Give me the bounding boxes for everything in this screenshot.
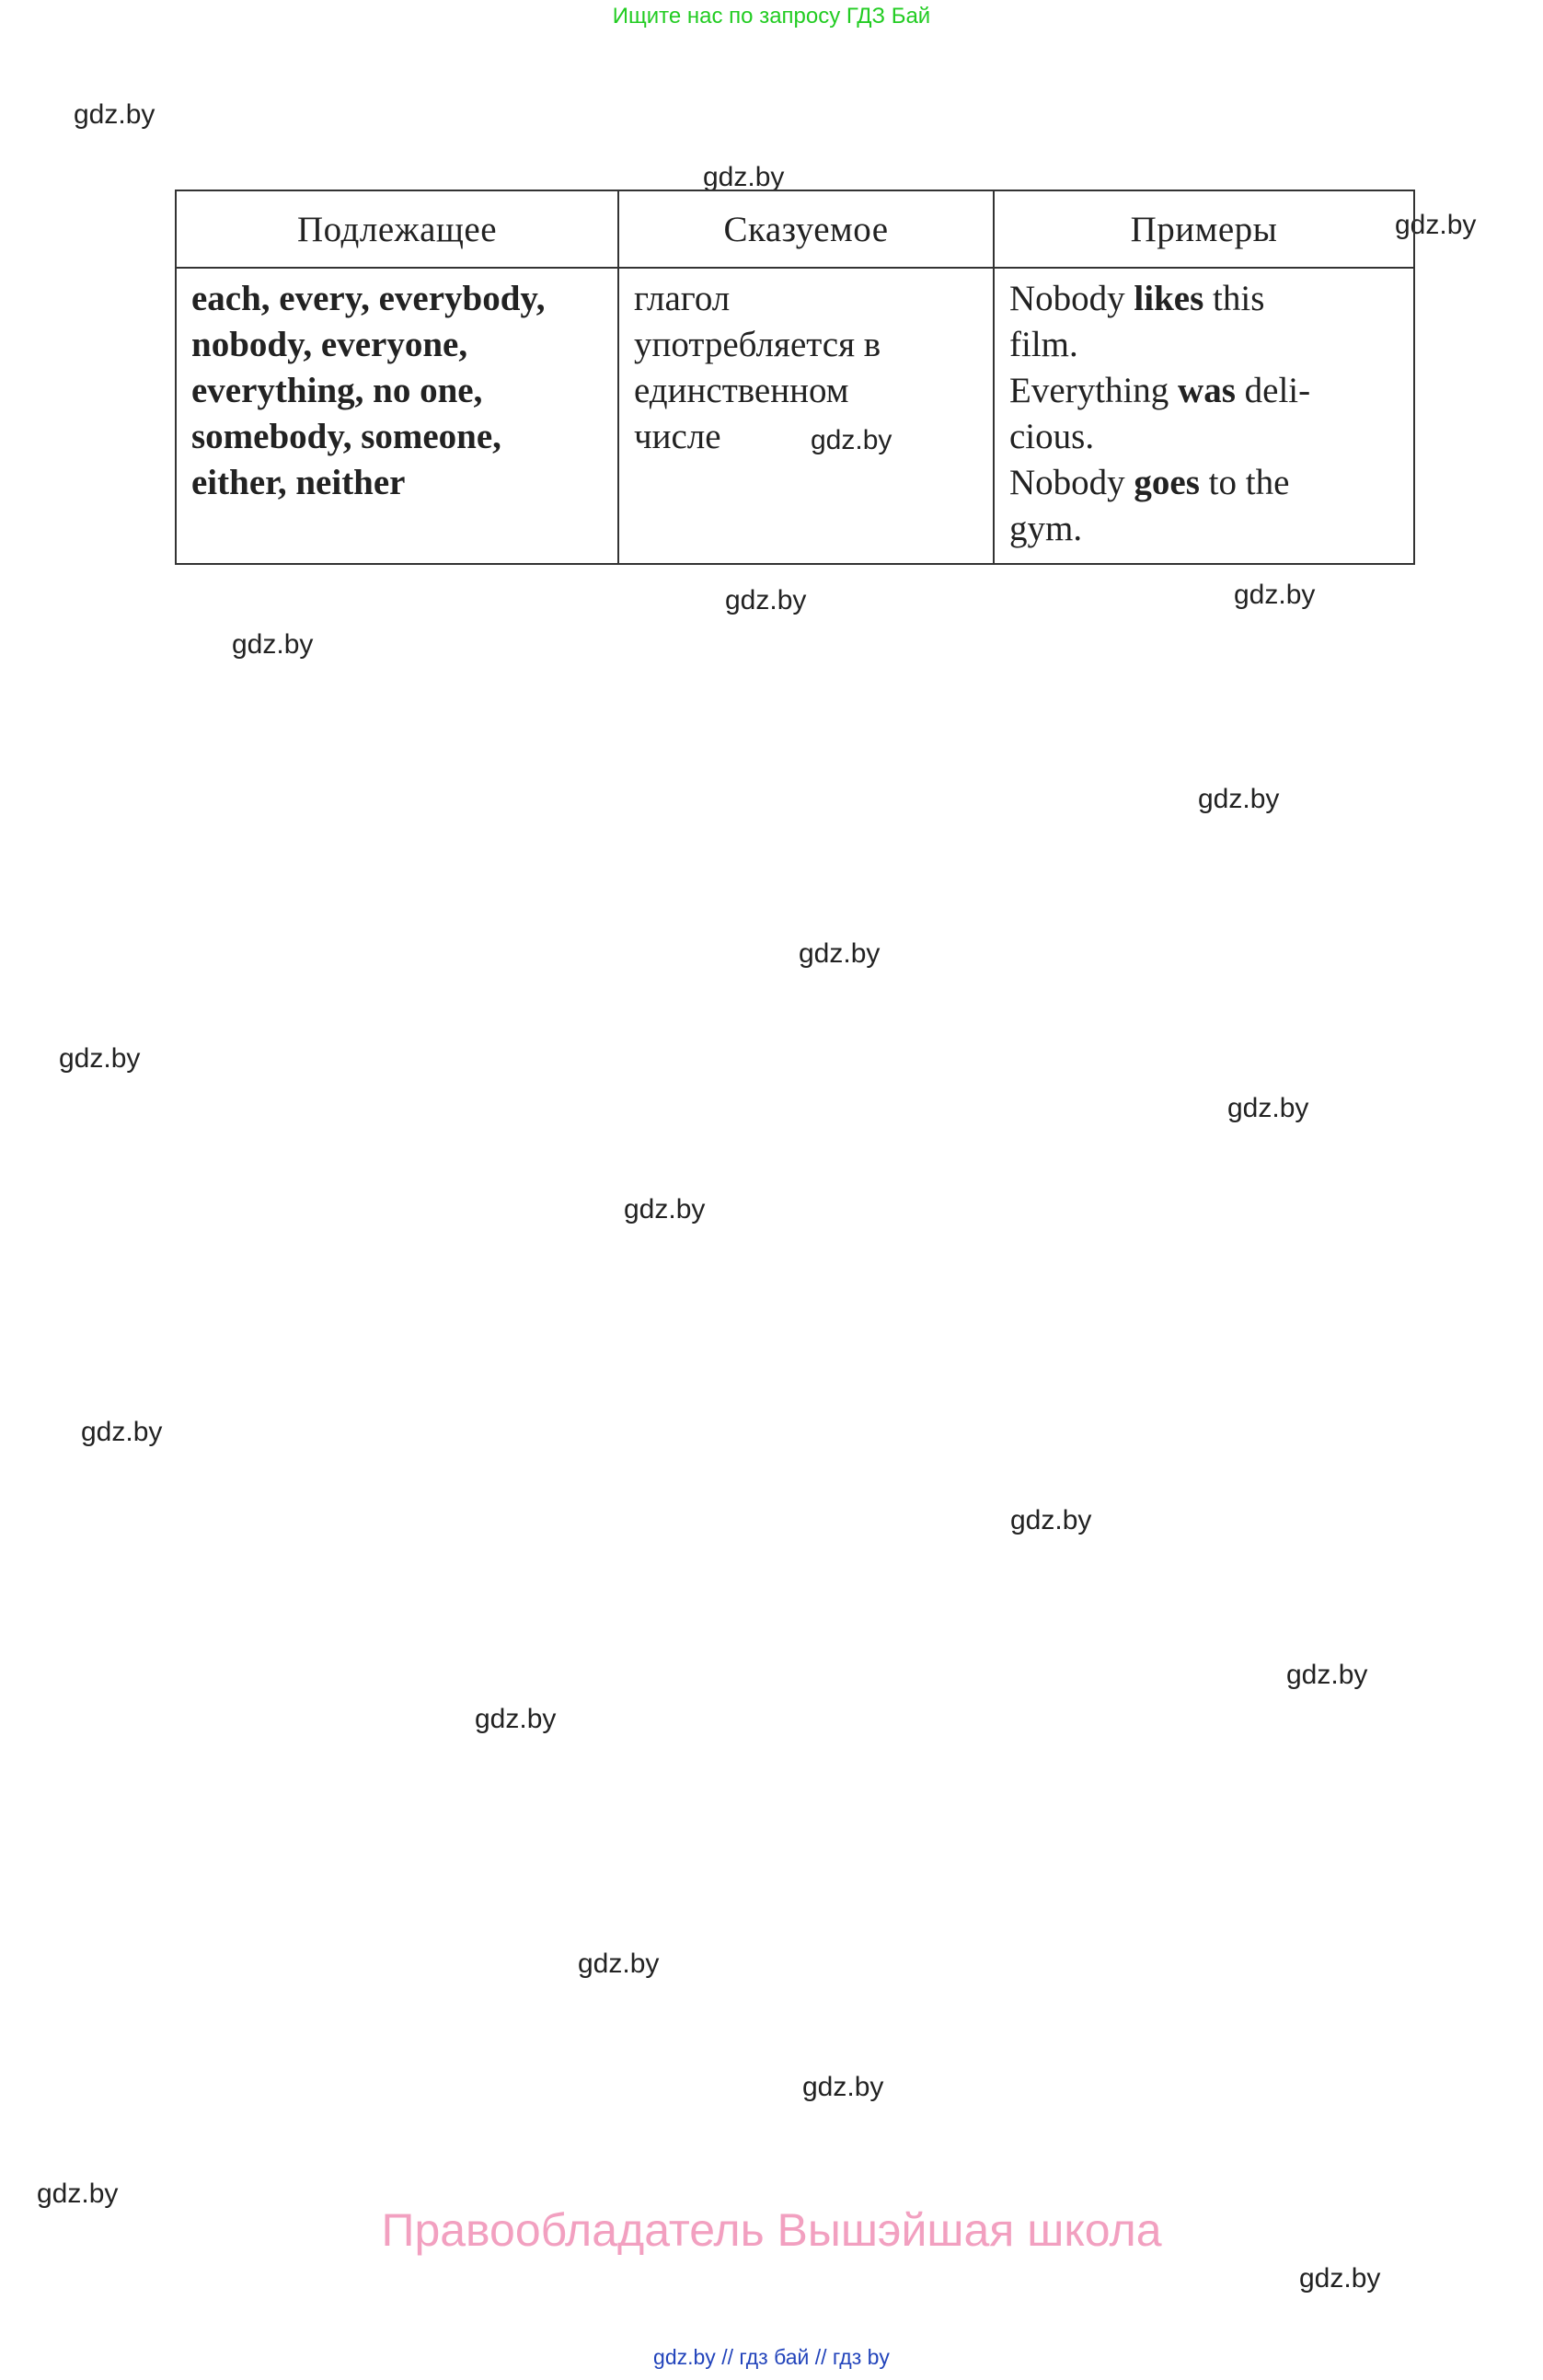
example-line xyxy=(1009,414,1399,460)
example-text: gym. xyxy=(1009,509,1083,548)
watermark: gdz.by xyxy=(37,2179,119,2209)
examples-cell xyxy=(994,268,1414,610)
grammar-table xyxy=(175,190,1415,610)
watermark: gdz.by xyxy=(802,2072,884,2102)
watermark: gdz.by xyxy=(232,629,314,660)
watermark: gdz.by xyxy=(624,1194,706,1224)
header-subject: Подлежащее xyxy=(176,190,618,268)
top-banner: Ищите нас по запросу ГДЗ Бай xyxy=(612,4,931,29)
predicate-line: единственном xyxy=(634,371,849,410)
watermark: gdz.by xyxy=(81,1417,163,1447)
watermark: gdz.by xyxy=(1010,1505,1092,1535)
watermark: gdz.by xyxy=(1395,210,1477,240)
header-predicate: Сказуемое xyxy=(618,190,994,268)
table-header-row xyxy=(176,190,1414,268)
predicate-line: числе xyxy=(634,417,721,456)
example-text: Nobody xyxy=(1009,279,1134,318)
header-examples: Примеры xyxy=(994,190,1414,268)
example-line xyxy=(1009,276,1399,322)
watermark: gdz.by xyxy=(799,938,881,969)
subject-line: nobody, everyone, xyxy=(191,325,468,364)
watermark: gdz.by xyxy=(725,585,807,615)
subject-line: either, neither xyxy=(191,463,406,502)
predicate-line: употребляется в xyxy=(634,325,881,364)
watermark: gdz.by xyxy=(475,1704,557,1734)
watermark: gdz.by xyxy=(1198,784,1280,814)
example-line xyxy=(1009,322,1399,368)
example-text: film. xyxy=(1009,325,1078,364)
watermark: gdz.by xyxy=(1286,1660,1368,1690)
example-text: Everything xyxy=(1009,371,1179,410)
example-verb: likes xyxy=(1134,279,1204,318)
watermark: gdz.by xyxy=(59,1043,141,1074)
watermark: gdz.by xyxy=(1234,580,1316,610)
predicate-cell xyxy=(618,268,994,564)
example-line xyxy=(1009,368,1399,414)
example-text: to the xyxy=(1199,463,1290,502)
example-text: cious. xyxy=(1009,417,1095,456)
example-text: deli- xyxy=(1235,371,1311,410)
predicate-line: глагол xyxy=(634,279,731,318)
example-verb: goes xyxy=(1134,463,1200,502)
example-line xyxy=(1009,506,1399,552)
table-row xyxy=(176,268,1414,564)
rights-holder: Правообладатель Вышэйшая школа xyxy=(381,2204,1162,2256)
watermark: gdz.by xyxy=(578,1949,660,1979)
watermark: gdz.by xyxy=(1299,2263,1381,2294)
watermark: gdz.by xyxy=(811,425,892,455)
subject-line: everything, no one, xyxy=(191,371,483,410)
watermark: gdz.by xyxy=(703,162,785,192)
example-text: this xyxy=(1203,279,1265,318)
example-verb: was xyxy=(1178,371,1236,410)
example-line xyxy=(1009,460,1399,506)
subject-line: somebody, someone, xyxy=(191,417,501,456)
watermark: gdz.by xyxy=(74,99,155,130)
subject-cell xyxy=(176,268,618,564)
footer-links[interactable]: gdz.by // гдз бай // гдз by xyxy=(653,2345,890,2369)
example-text: Nobody xyxy=(1009,463,1134,502)
subject-line: each, every, everybody, xyxy=(191,279,546,318)
watermark: gdz.by xyxy=(1227,1093,1309,1123)
